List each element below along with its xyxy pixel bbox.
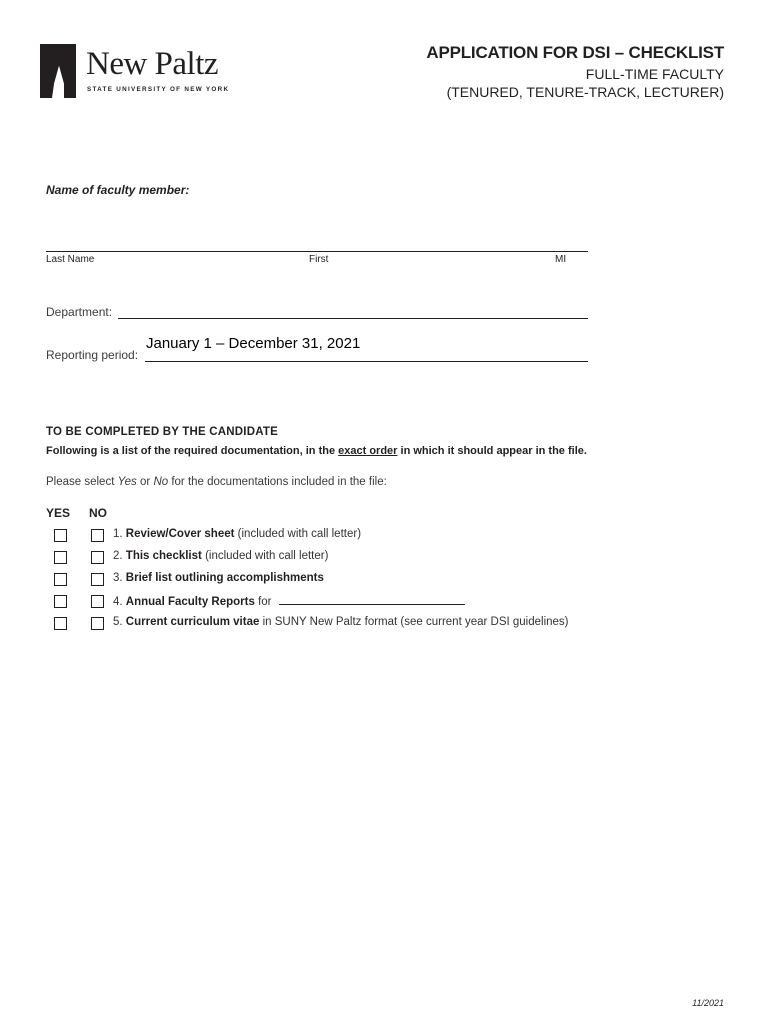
no-column-header: NO (89, 506, 107, 520)
candidate-section-heading: TO BE COMPLETED BY THE CANDIDATE (46, 426, 278, 438)
item-1-yes-checkbox[interactable] (54, 529, 67, 542)
department-field[interactable] (118, 318, 588, 319)
item-3-no-checkbox[interactable] (91, 573, 104, 586)
mountain-logo-icon (40, 44, 76, 98)
logo-wordmark: New Paltz (86, 46, 219, 82)
selection-instruction: Please select Yes or No for the documentations included in the file: (46, 476, 387, 488)
first-name-label: First (309, 254, 329, 265)
faculty-name-line[interactable] (46, 251, 588, 252)
item-4-yes-checkbox[interactable] (54, 595, 67, 608)
item-3-yes-checkbox[interactable] (54, 573, 67, 586)
department-label: Department: (46, 305, 113, 319)
checklist-item-1: 1. Review/Cover sheet (included with call letter) (113, 528, 362, 540)
item-2-yes-checkbox[interactable] (54, 551, 67, 564)
document-subtitle-1: FULL-TIME FACULTY (585, 66, 724, 82)
checklist-item-4: 4. Annual Faculty Reports for (113, 594, 465, 608)
checklist-item-5: 5. Current curriculum vitae in SUNY New Paltz format (see current year DSI guidelines) (113, 616, 569, 628)
document-title: APPLICATION FOR DSI – CHECKLIST (426, 43, 724, 62)
exact-order-emphasis: exact order (338, 445, 398, 457)
revision-date: 11/2021 (692, 998, 724, 1008)
checklist-item-2: 2. This checklist (included with call letter) (113, 550, 329, 562)
item-5-no-checkbox[interactable] (91, 617, 104, 630)
yes-column-header: YES (46, 506, 71, 520)
item-2-no-checkbox[interactable] (91, 551, 104, 564)
new-paltz-logo (40, 44, 230, 100)
document-subtitle-2: (TENURED, TENURE-TRACK, LECTURER) (446, 84, 724, 100)
candidate-section-subheading: Following is a list of the required documentation, in the exact order in which it should appear in the file. (46, 445, 587, 457)
logo-subtitle: STATE UNIVERSITY OF NEW YORK (87, 86, 230, 93)
item-4-no-checkbox[interactable] (91, 595, 104, 608)
reporting-period-label: Reporting period: (46, 348, 139, 362)
checklist-item-3: 3. Brief list outlining accomplishments (113, 572, 324, 584)
middle-initial-label: MI (555, 254, 567, 265)
item-5-yes-checkbox[interactable] (54, 617, 67, 630)
item-1-no-checkbox[interactable] (91, 529, 104, 542)
faculty-name-label: Name of faculty member: (46, 183, 190, 197)
last-name-label: Last Name (46, 254, 95, 265)
reporting-period-field[interactable] (145, 361, 588, 362)
annual-reports-years-field[interactable] (279, 594, 465, 605)
reporting-period-value: January 1 – December 31, 2021 (146, 335, 361, 352)
